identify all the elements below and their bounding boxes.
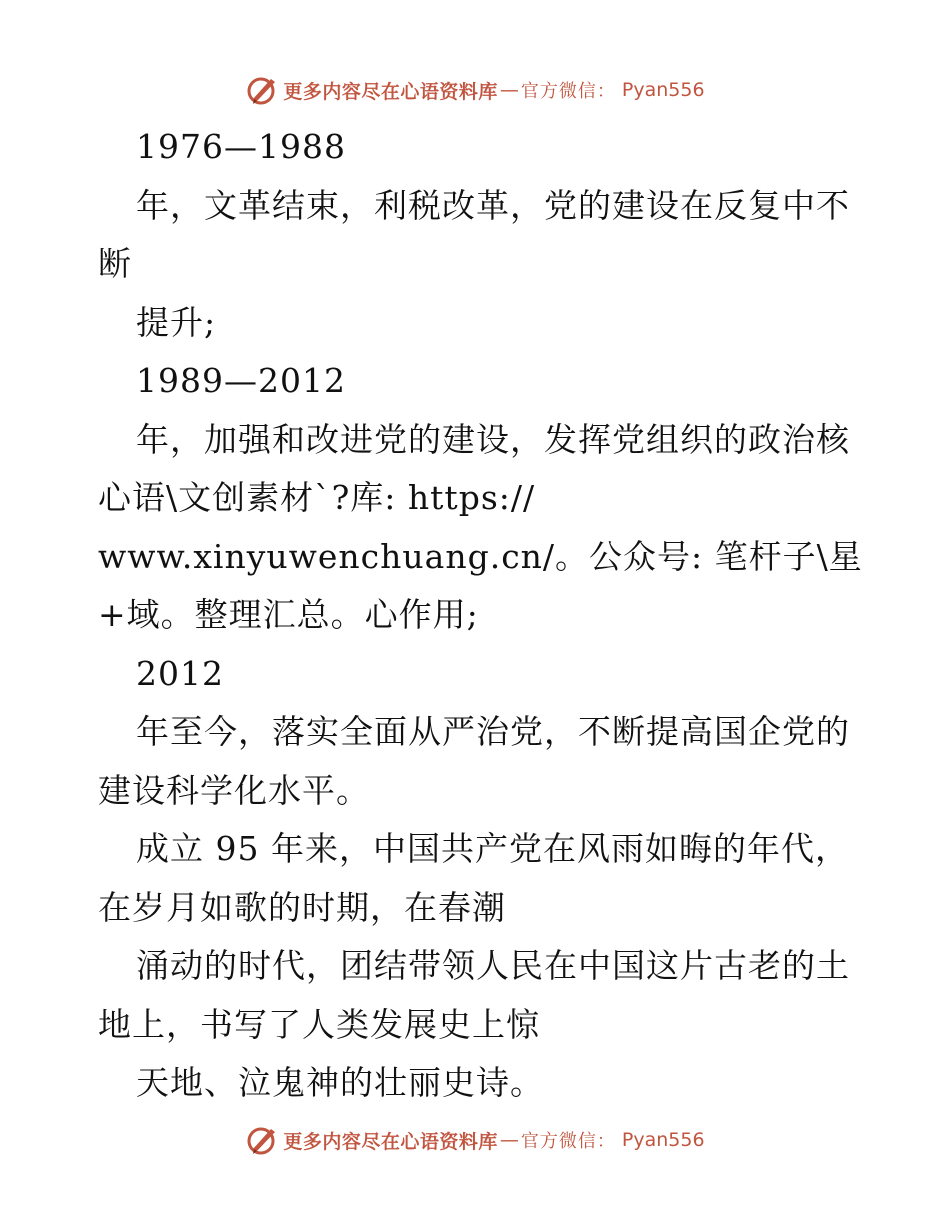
body-line: www.xinyuwenchuang.cn/。公众号: 笔杆子\星 [98, 536, 863, 576]
body-line: 2012 [136, 653, 224, 693]
body-line: 年，文革结束，利税改革，党的建设在反复中不 [136, 185, 850, 225]
body-line: 年至今，落实全面从严治党，不断提高国企党的 [136, 712, 850, 751]
header-watermark [0, 70, 950, 110]
body-line: 断 [98, 244, 132, 283]
quill-pen-logo-icon [245, 1123, 279, 1157]
watermark-main-text: 更多内容尽在心语资料库 [283, 1130, 498, 1153]
body-line: 成立 95 年来，中国共产党在风雨如晦的年代， [136, 829, 849, 868]
footer-watermark [0, 1120, 950, 1160]
watermark-main-text: 更多内容尽在心语资料库 [283, 80, 498, 103]
watermark-dash: — [499, 1129, 519, 1151]
quill-pen-logo-icon [245, 73, 279, 107]
body-line: 心语\文创素材`?库: https:// [98, 478, 536, 517]
body-line: 提升; [136, 302, 217, 342]
body-line: 1989—2012 [136, 361, 346, 400]
body-line: 地上，书写了人类发展史上惊 [98, 1004, 540, 1044]
watermark-wechat-label: 官方微信： [520, 81, 616, 102]
body-line: 建设科学化水平。 [98, 770, 370, 810]
body-line: 天地、泣鬼神的壮丽史诗。 [136, 1063, 544, 1102]
body-line: 1976—1988 [136, 127, 346, 166]
body-line: 在岁月如歌的时期，在春潮 [98, 887, 506, 927]
body-line: 涌动的时代，团结带领人民在中国这片古老的土 [136, 946, 850, 985]
watermark-wechat-id: Pyan556 [621, 1129, 705, 1151]
watermark-wechat-id: Pyan556 [621, 79, 705, 101]
body-line: +域。整理汇总。心作用; [98, 595, 479, 634]
body-line: 年，加强和改进党的建设，发挥党组织的政治核 [136, 419, 850, 459]
watermark-dash: — [499, 79, 519, 101]
document-body [98, 118, 863, 1113]
watermark-wechat-label: 官方微信： [520, 1131, 616, 1152]
